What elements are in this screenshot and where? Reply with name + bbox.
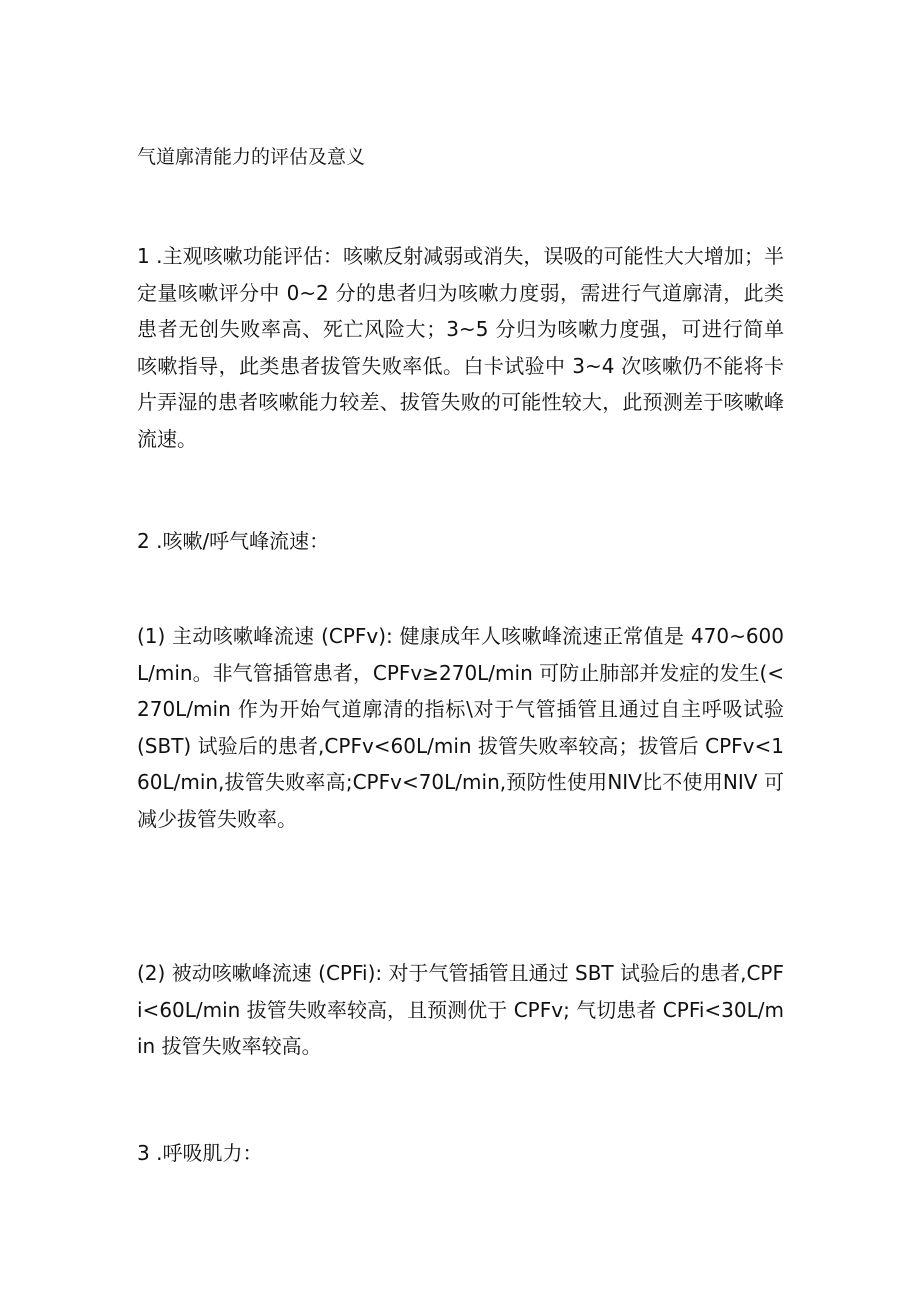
document-title: 气道廓清能力的评估及意义 [137,146,366,168]
section-2-heading: 2 .咳嗽/呼气峰流速： [137,529,330,553]
section-3-heading: 3 .呼吸肌力： [137,1141,263,1165]
section-2-item-1-paragraph: (1) 主动咳嗽峰流速 (CPFv): 健康成年人咳嗽峰流速正常值是 470~600L/min。非气管插管患者，CPFv≥270L/min 可防止肺部并发症的发生(<270L/min 作为开始气道廓清的指标\对于气管插管且通过自主呼吸试验 (SBT) 试验后的患者,CPFv<60L/min 拔管失败率较高；拔管后 CPFv<160L/min,拔管失败率高;CPFv<70L/min,预防性使用NIV比不使用NIV 可减少拔管失败率。 [137,624,784,831]
section-2-item-2-paragraph: (2) 被动咳嗽峰流速 (CPFi): 对于气管插管且通过 SBT 试验后的患者,CPFi<60L/min 拔管失败率较高，且预测优于 CPFv; 气切患者 CPFi<30L/min 拔管失败率较高。 [137,961,784,1059]
section-1-paragraph: 1 .主观咳嗽功能评估：咳嗽反射减弱或消失，误吸的可能性大大增加；半定量咳嗽评分中 0~2 分的患者归为咳嗽力度弱，需进行气道廓清，此类患者无创失败率高、死亡风险大；3~5 分归为咳嗽力度强，可进行简单咳嗽指导，此类患者拔管失败率低。白卡试验中 3~4 次咳嗽仍不能将卡片弄湿的患者咳嗽能力较差、拔管失败的可能性较大，此预测差于咳嗽峰流速。 [137,244,784,451]
